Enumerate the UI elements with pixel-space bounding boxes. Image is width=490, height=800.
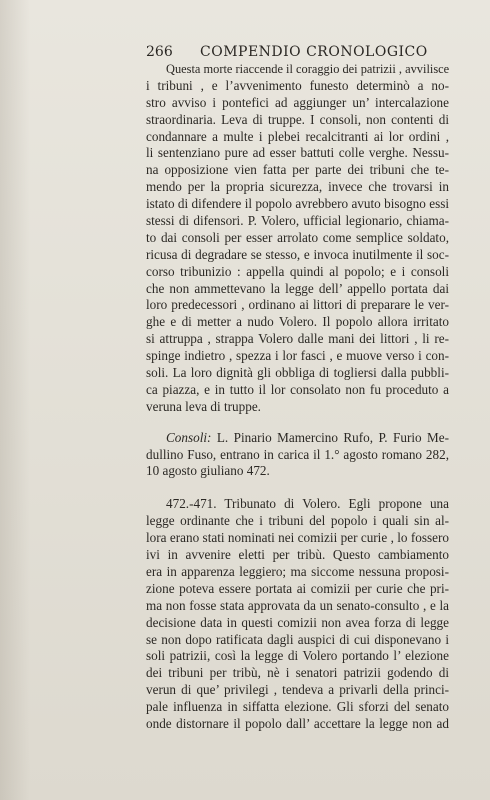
text-line: ghe e di metter a nudo Volero. Il popolo allora irritato	[146, 314, 449, 330]
text-line: to dai consoli per esser arrolato come semplice soldato,	[146, 229, 449, 245]
text-line: straordinaria. Leva di truppe. I consoli, non contenti di	[146, 111, 449, 127]
text-line: si attruppa , strappa Volero dalle mani dei littori , li re-	[146, 331, 449, 347]
text-line: i tribuni , e l’avvenimento funesto determinò a no-	[146, 77, 449, 93]
consuls-names: L. Pinario Mamercino Rufo, P. Furio Me-	[211, 429, 449, 445]
text-line: 10 agosto giuliano 472.	[146, 463, 270, 479]
text-line: dei tribuni per tribù, nè i senatori patrizii godendo di	[146, 665, 449, 681]
text-line: legge ordinante che i tribuni del popolo i quali sin al-	[146, 513, 449, 529]
text-line	[146, 430, 449, 447]
text-line: dullino Fuso, entrano in carica il 1.° agosto romano 282,	[146, 446, 449, 462]
body-text	[146, 61, 449, 733]
text-line: verun di que’ privilegi , tendeva a privarli della princi-	[146, 682, 449, 698]
text-line: ca piazza, e in tutto il lor consolato non fu proceduto a	[146, 381, 449, 397]
text-line: li sentenziano pure ad esser battuti colle verghe. Nessu-	[146, 145, 449, 161]
text-line: pale influenza in siffatta elezione. Gli sforzi del senato	[146, 699, 449, 715]
paragraph-tribunate-of-volero	[146, 496, 449, 732]
text-line: veruna leva di truppe.	[146, 398, 261, 414]
text-line: corso tribunizio : appella quindi al popolo; e i consoli	[146, 263, 449, 279]
text-line: ricusa di degradare se stesso, e invoca inutilmente il soc-	[146, 246, 449, 262]
page-number: 266	[146, 44, 173, 60]
text-line: istato di difendere il popolo avrebbero avuto bisogno essi	[146, 196, 449, 212]
text-line: 472.-471. Tribunato di Volero. Egli propone una	[166, 496, 449, 512]
text-line: soli. La loro dignità gli obbliga di togliersi dalla pubbli-	[146, 365, 449, 381]
text-line: condannare a multe i plebei recalcitranti ai lor ordini ,	[146, 128, 449, 144]
text-line: lora erano stati nominati nei comizii per curie , lo fossero	[146, 530, 449, 546]
text-line: era in apparenza leggiero; ma siccome nessuna proposi-	[146, 563, 449, 579]
text-line: ivi in avvenire eletti per tribù. Questo cambiamento	[146, 547, 449, 563]
text-line: Questa morte riaccende il coraggio dei patrizii , avvilisce	[166, 62, 450, 76]
text-line: stessi di difensori. P. Volero, ufficial legionario, chiama-	[146, 213, 449, 229]
text-line: soli patrizii, così la legge di Volero portando l’ elezione	[146, 648, 449, 664]
paragraph-volero-revolt	[146, 61, 449, 416]
text-line: che non ammettevano la legge dell’ appello portata dai	[146, 280, 449, 296]
text-line: decisione data in questi comizii non avea forza di legge	[146, 614, 449, 630]
text-line: spinge indietro , spezza i lor fasci , e muove verso i con-	[146, 348, 449, 364]
paragraph-consuls	[146, 430, 449, 481]
running-title: COMPENDIO CRONOLOGICO	[200, 44, 428, 60]
text-line: loro predecessori , ordinano ai littori di preparare le ver-	[146, 297, 449, 313]
text-line: onde distornare il popolo dall’ accettare la legge non ad	[146, 715, 449, 731]
text-line: se non dopo ratificata dagli auspici di cui disponevano i	[146, 631, 449, 647]
text-line: na opposizione vien fatta per parte dei tribuni che te-	[146, 162, 449, 178]
text-line: zione poteva essere portata ai comizii per curie che pri-	[146, 580, 449, 596]
consuls-label: Consoli:	[166, 429, 212, 445]
text-line: ma non fosse stata approvata da un senato-consulto , e la	[146, 597, 449, 613]
text-line: mendo per la propria sicurezza, invece che trovarsi in	[146, 179, 449, 195]
text-line: stro avviso i pontefici ad aggiunger un’ intercalazione	[146, 94, 449, 110]
